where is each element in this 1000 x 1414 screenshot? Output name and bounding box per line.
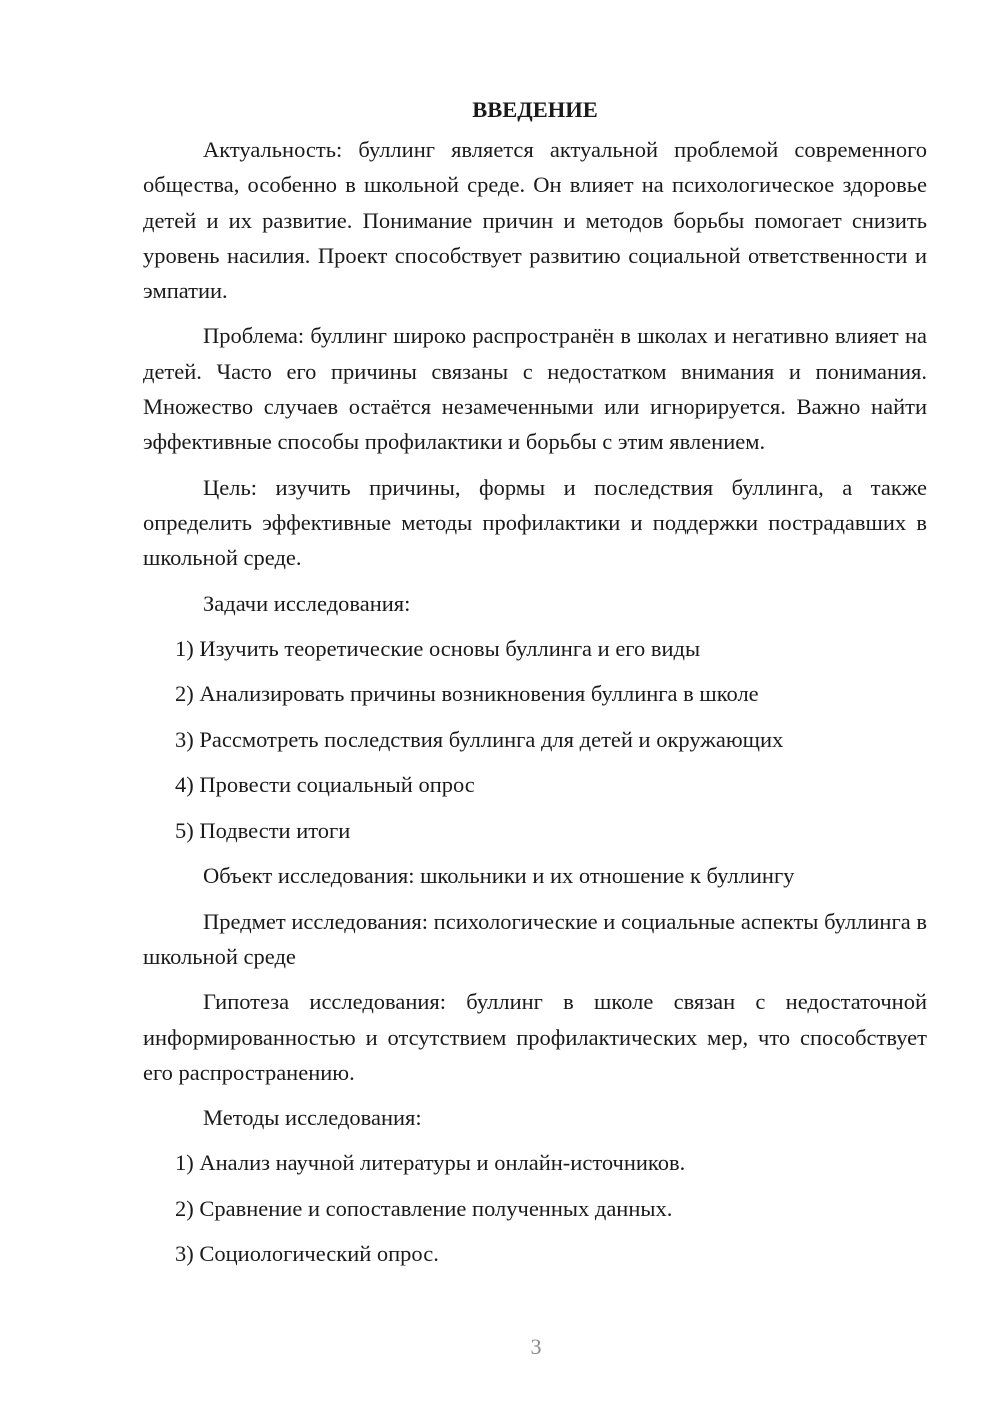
task-item: 4) Провести социальный опрос <box>175 772 475 798</box>
task-item: 3) Рассмотреть последствия буллинга для детей и окружающих <box>175 726 784 752</box>
methods-title: Методы исследования: <box>203 1105 422 1131</box>
tasks-title: Задачи исследования: <box>203 590 411 616</box>
task-item: 1) Изучить теоретические основы буллинга и его виды <box>175 635 701 661</box>
section-heading: ВВЕДЕНИЕ <box>472 97 598 122</box>
task-item: 5) Подвести итоги <box>175 817 351 843</box>
hypothesis-paragraph: Гипотеза исследования: буллинг в школе связан с недостаточной информированностью и отсутствием профилактических мер, что способствует его распространению. <box>143 989 927 1085</box>
problem-paragraph: Проблема: буллинг широко распространён в школах и негативно влияет на детей. Часто его причины связаны с недостатком внимания и понимания. Множество случаев остаётся незамеченными или игнорируется. Важно найти эффективные способы профилактики и борьбы с этим явлением. <box>143 323 927 455</box>
method-item: 2) Сравнение и сопоставление полученных данных. <box>175 1195 673 1221</box>
relevance-paragraph: Актуальность: буллинг является актуальной проблемой современного общества, особенно в школьной среде. Он влияет на психологическое здоровье детей и их развитие. Понимание причин и методов борьбы помогает снизить уровень насилия. Проект способствует развитию социальной ответственности и эмпатии. <box>143 137 927 304</box>
subject-paragraph: Предмет исследования: психологические и социальные аспекты буллинга в школьной среде <box>143 908 927 969</box>
method-item: 1) Анализ научной литературы и онлайн-источников. <box>175 1150 686 1176</box>
goal-paragraph: Цель: изучить причины, формы и последствия буллинга, а также определить эффективные методы профилактики и поддержки пострадавших в школьной среде. <box>143 474 927 571</box>
page-number: 3 <box>530 1334 542 1359</box>
page-content <box>143 92 927 1282</box>
object-paragraph: Объект исследования: школьники и их отношение к буллингу <box>203 863 795 889</box>
task-item: 2) Анализировать причины возникновения буллинга в школе <box>175 681 759 707</box>
method-item: 3) Социологический опрос. <box>175 1241 439 1267</box>
